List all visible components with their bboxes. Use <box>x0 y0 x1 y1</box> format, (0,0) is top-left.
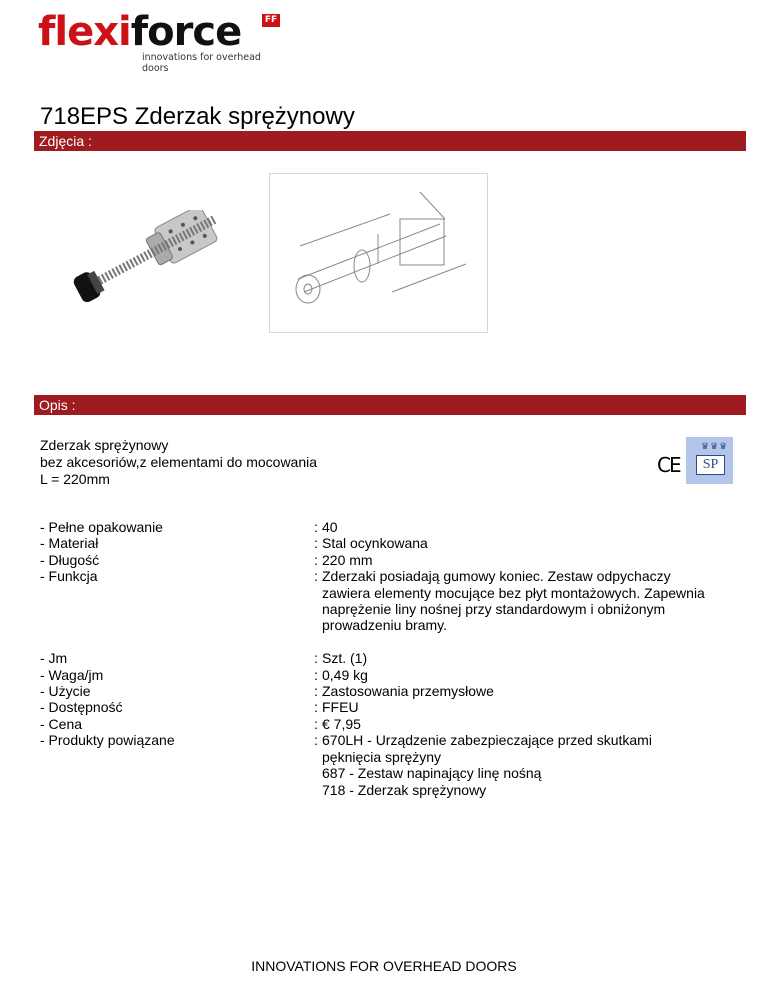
spec-row <box>40 683 750 699</box>
spec-row <box>40 650 750 666</box>
spec-value-line: naprężenie liny nośnej przy standardowym i obniżonym <box>322 601 666 618</box>
spec-value-line: 687 - Zestaw napinający linę nośną <box>322 765 542 782</box>
spec-row <box>40 732 750 798</box>
spec-label: - Dostępność <box>40 699 123 716</box>
spec-label: - Jm <box>40 650 68 667</box>
spec-row <box>40 568 750 634</box>
spec-value-line: 0,49 kg <box>322 666 368 683</box>
spec-label: - Pełne opakowanie <box>40 519 163 535</box>
spec-value: : Zderzaki posiadają gumowy koniec. Zestaw odpychaczy zawiera elementy mocujące bez płyt montażowych. Zapewnia naprężenie liny nośnej przy standardowym i obniżonym prowadzeniu bramy. <box>314 568 705 634</box>
spec-label: - Materiał <box>40 535 99 552</box>
logo-ff-badge: FF <box>262 14 280 27</box>
spec-label: - Cena <box>40 715 83 732</box>
footer-tagline: INNOVATIONS FOR OVERHEAD DOORS <box>251 958 517 974</box>
technical-drawing <box>269 173 488 333</box>
ce-mark: CE <box>657 453 680 477</box>
spec-label: - Produkty powiązane <box>40 732 175 749</box>
logo-tagline: innovations for overhead doors <box>142 52 261 74</box>
spec-label: - Waga/jm <box>40 666 104 683</box>
spec-value-line: 220 mm <box>322 551 373 568</box>
section-bar-description: Opis : <box>34 395 746 415</box>
spec-value: : € 7,95 <box>314 715 361 732</box>
flexiforce-logo <box>38 8 288 74</box>
spec-row <box>40 535 750 551</box>
spec-value-line: Zastosowania przemysłowe <box>322 683 494 700</box>
spec-row <box>40 634 750 650</box>
spec-row <box>40 552 750 568</box>
description <box>40 437 317 488</box>
spec-value-line: zawiera elementy mocujące bez płyt montażowych. Zapewnia <box>322 584 705 601</box>
spec-value-line: pęknięcia sprężyny <box>322 748 442 765</box>
spec-value-line: Stal ocynkowana <box>322 535 428 552</box>
crown-icon: ♛♛♛ <box>701 441 729 451</box>
spec-value: : Stal ocynkowana <box>314 535 428 552</box>
logo-wordmark: flexiforce <box>38 9 242 55</box>
spec-value-line: Zderzaki posiadają gumowy koniec. Zestaw odpychaczy <box>322 568 671 585</box>
spec-value-line: 40 <box>322 519 338 535</box>
product-photo <box>60 210 240 320</box>
spec-value: : 0,49 kg <box>314 666 368 683</box>
description-line: bez akcesoriów,z elementami do mocowania <box>40 454 318 470</box>
spec-value-line: 670LH - Urządzenie zabezpieczające przed skutkami <box>322 732 652 749</box>
spec-row <box>40 716 750 732</box>
page-title: 718EPS Zderzak sprężynowy <box>40 103 355 130</box>
description-line: Zderzak sprężynowy <box>40 437 169 453</box>
spec-value <box>314 634 750 650</box>
spec-value-line: Szt. (1) <box>322 650 368 667</box>
spec-label: - Długość <box>40 551 100 568</box>
technical-drawing-svg <box>270 174 487 332</box>
spec-label: - Użycie <box>40 683 91 700</box>
spec-value-line: FFEU <box>322 699 359 716</box>
spec-row <box>40 699 750 715</box>
spec-value-line: 718 - Zderzak sprężynowy <box>322 781 487 798</box>
spec-label <box>40 634 314 650</box>
spec-value: : 40 <box>314 519 338 535</box>
spec-list <box>40 519 750 798</box>
spec-value: : FFEU <box>314 699 359 716</box>
description-line: L = 220mm <box>40 471 110 487</box>
spec-value: : 220 mm <box>314 551 373 568</box>
spec-row <box>40 519 750 535</box>
sp-certification-logo: ♛♛♛ SP <box>686 437 733 484</box>
spec-value: : Szt. (1) <box>314 650 368 667</box>
section-bar-photos: Zdjęcia : <box>34 131 746 151</box>
spec-row <box>40 667 750 683</box>
spec-value: : 670LH - Urządzenie zabezpieczające przed skutkami pęknięcia sprężyny 687 - Zestaw napinający linę nośną 718 - Zderzak sprężynowy <box>314 732 652 798</box>
spec-value-line: prowadzeniu bramy. <box>322 617 448 634</box>
spec-value-line: € 7,95 <box>322 715 361 732</box>
spec-label: - Funkcja <box>40 568 98 585</box>
spec-value: : Zastosowania przemysłowe <box>314 683 494 700</box>
